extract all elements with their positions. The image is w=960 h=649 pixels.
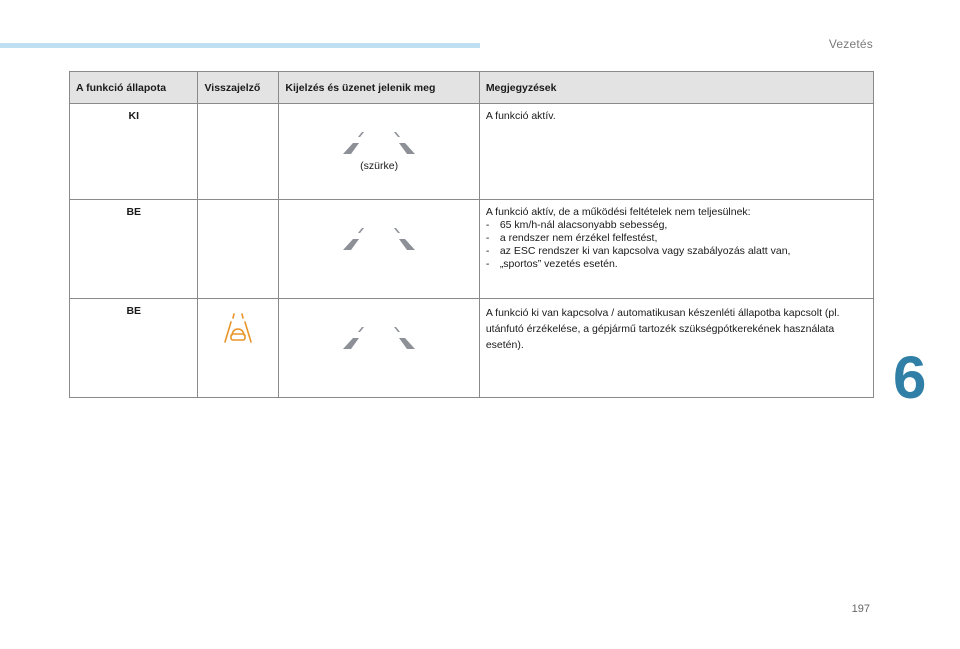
list-item-text: 65 km/h-nál alacsonyabb sebesség, [499,219,668,231]
remarks-cell [479,104,873,200]
remark-text: A funkció ki van kapcsolva / automatikusan készenléti állapotba kapcsolt (pl. utánfutó érzékelése, a gépjármű tartozék szükségpótkerekének használata esetén). [485,307,840,351]
list-item-text: az ESC rendszer ki van kapcsolva vagy szabályozás alatt van, [499,245,791,257]
status-table [69,71,874,398]
remark-text: A funkció aktív. [485,110,556,122]
indicator-cell [198,200,279,299]
chapter-number: 6 [893,344,927,411]
table-row [70,104,874,200]
header-accent-bar [0,43,480,48]
remark-intro: A funkció aktív, de a működési feltételek nem teljesülnek: [485,206,751,218]
header-state: A funkció állapota [70,72,198,104]
display-cell [279,200,479,299]
display-caption: (szürke) [360,160,399,172]
state-cell: BE [70,200,198,299]
display-cell [279,104,479,200]
lane-keep-warning-icon [218,311,258,345]
header-display: Kijelzés és üzenet jelenik meg [279,72,479,104]
header-indicator: Visszajelző [198,72,279,104]
indicator-cell [198,299,279,398]
list-item: - a rendszer nem érzékel felfestést, [485,232,658,244]
remarks-cell [479,200,873,299]
lane-markings-icon [329,315,429,351]
state-cell: BE [70,299,198,398]
list-item: - az ESC rendszer ki van kapcsolva vagy szabályozás alatt van, [485,245,791,257]
page-number: 197 [851,603,870,615]
section-title: Vezetés [828,37,873,51]
remarks-cell [479,299,873,398]
display-cell [279,299,479,398]
list-item: - „sportos” vezetés esetén. [485,258,618,270]
lane-markings-icon [329,216,429,252]
table-row [70,299,874,398]
list-item-text: „sportos” vezetés esetén. [499,258,618,270]
list-item-text: a rendszer nem érzékel felfestést, [499,232,658,244]
header-remarks: Megjegyzések [479,72,873,104]
indicator-cell [198,104,279,200]
table-row [70,200,874,299]
state-cell: KI [70,104,198,200]
table-header-row [70,72,874,104]
lane-markings-icon [329,120,429,156]
list-item: - 65 km/h-nál alacsonyabb sebesség, [485,219,668,231]
